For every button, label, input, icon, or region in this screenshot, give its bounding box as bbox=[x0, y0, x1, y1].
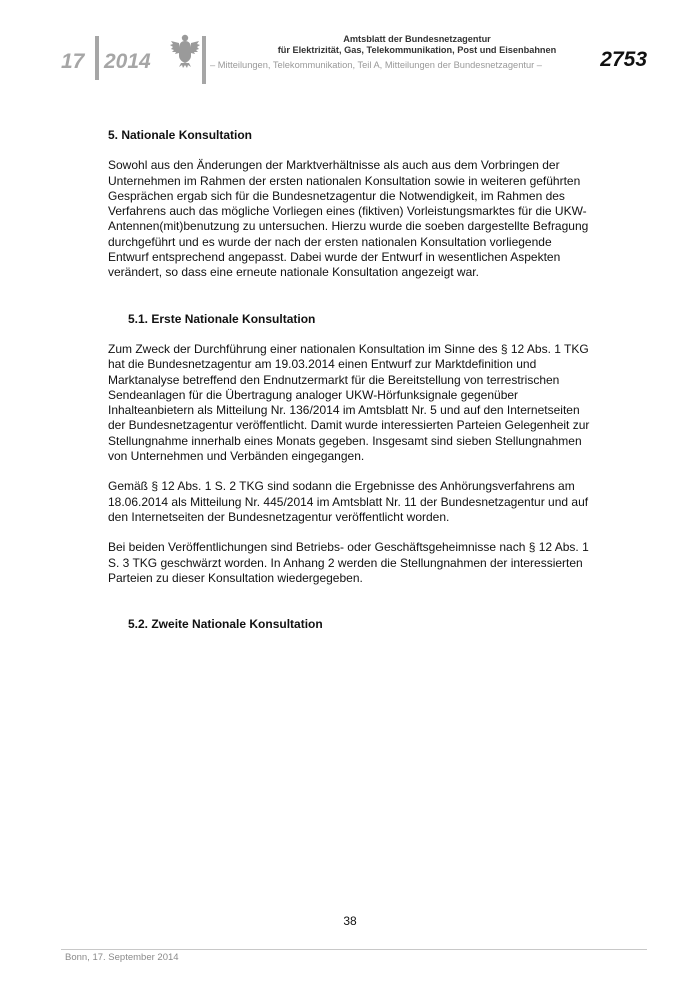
header-divider-right bbox=[202, 36, 206, 84]
section-5-heading: 5. Nationale Konsultation bbox=[108, 128, 253, 142]
issue-number: 17 bbox=[61, 50, 85, 73]
document-body bbox=[108, 128, 590, 632]
gazette-subtitle: – Mitteilungen, Telekommunikation, Teil A, Mitteilungen der Bundesnetzagentur – bbox=[210, 60, 542, 70]
header-divider-left bbox=[95, 36, 99, 80]
section-5-1-paragraph-3: Bei beiden Veröffentlichungen sind Betriebs- oder Geschäftsgeheimnisse nach § 12 Abs. 1 S. 3 TKG geschwärzt worden. In Anhang 2 werden die Stellungnahmen der interessierten Parteien zu dieser Konsultation wiedergegeben. bbox=[108, 540, 589, 585]
gazette-page-number: 2753 bbox=[600, 48, 647, 71]
gazette-title bbox=[212, 34, 622, 56]
section-5-1-paragraph-1: Zum Zweck der Durchführung einer nationalen Konsultation im Sinne des § 12 Abs. 1 TKG hat die Bundesnetzagentur am 19.03.2014 einen Entwurf zur Marktdefinition und Marktanalyse betreffend den Endnutzermarkt für die Bereitstellung von terrestrischen Sendeanlagen für die Übertragung analoger UKW-Hörfunksignale gegenüber Inhalteanbietern als Mitteilung Nr. 136/2014 im Amtsblatt Nr. 5 und auf den Internetseiten der Bundesnetzagentur veröffentlicht. Damit wurde interessierten Parteien Gelegenheit zur Stellungnahme innerhalb eines Monats gegeben. Insgesamt sind sieben Stellungnahmen von Unternehmen und Verbänden eingegangen. bbox=[108, 341, 590, 464]
gazette-title-line1: Amtsblatt der Bundesnetzagentur bbox=[343, 34, 491, 44]
gazette-title-line2: für Elektrizität, Gas, Telekommunikation, Post und Eisenbahnen bbox=[277, 45, 557, 55]
issue-year: 2014 bbox=[104, 50, 151, 73]
footer-divider bbox=[61, 949, 647, 950]
section-5-2-heading: 5.2. Zweite Nationale Konsultation bbox=[128, 617, 323, 632]
footer-place-date: Bonn, 17. September 2014 bbox=[65, 952, 179, 963]
section-5-1-heading: 5.1. Erste Nationale Konsultation bbox=[128, 311, 316, 326]
federal-eagle-icon bbox=[170, 32, 200, 68]
section-5-paragraph: Sowohl aus den Änderungen der Marktverhältnisse als auch aus dem Vorbringen der Unternehmen im Rahmen der ersten nationalen Konsultation sowie in weiteren geführten Gesprächen ergab sich für die Bundesnetzagentur die Notwendigkeit, im Rahmen des Verfahrens auch das mögliche Vorliegen eines (fiktiven) Vorleistungsmarktes für die UKW-Antennen(mit)benutzung zu untersuchen. Hierzu wurde die soeben dargestellte Befragung durchgeführt und es wurde der nach der ersten nationalen Konsultation vorliegende Entwurf entsprechend angepasst. Dabei wurde der Entwurf in wesentlichen Aspekten verändert, so dass eine erneute nationale Konsultation angezeigt war. bbox=[108, 158, 589, 280]
section-5-1-paragraph-2: Gemäß § 12 Abs. 1 S. 2 TKG sind sodann die Ergebnisse des Anhörungsverfahrens am 18.06.2014 als Mitteilung Nr. 445/2014 im Amtsblatt Nr. 11 der Bundesnetzagentur und auf den Internetseiten der Bundesnetzagentur veröffentlicht worden. bbox=[108, 479, 589, 524]
document-page-number: 38 bbox=[343, 914, 357, 928]
